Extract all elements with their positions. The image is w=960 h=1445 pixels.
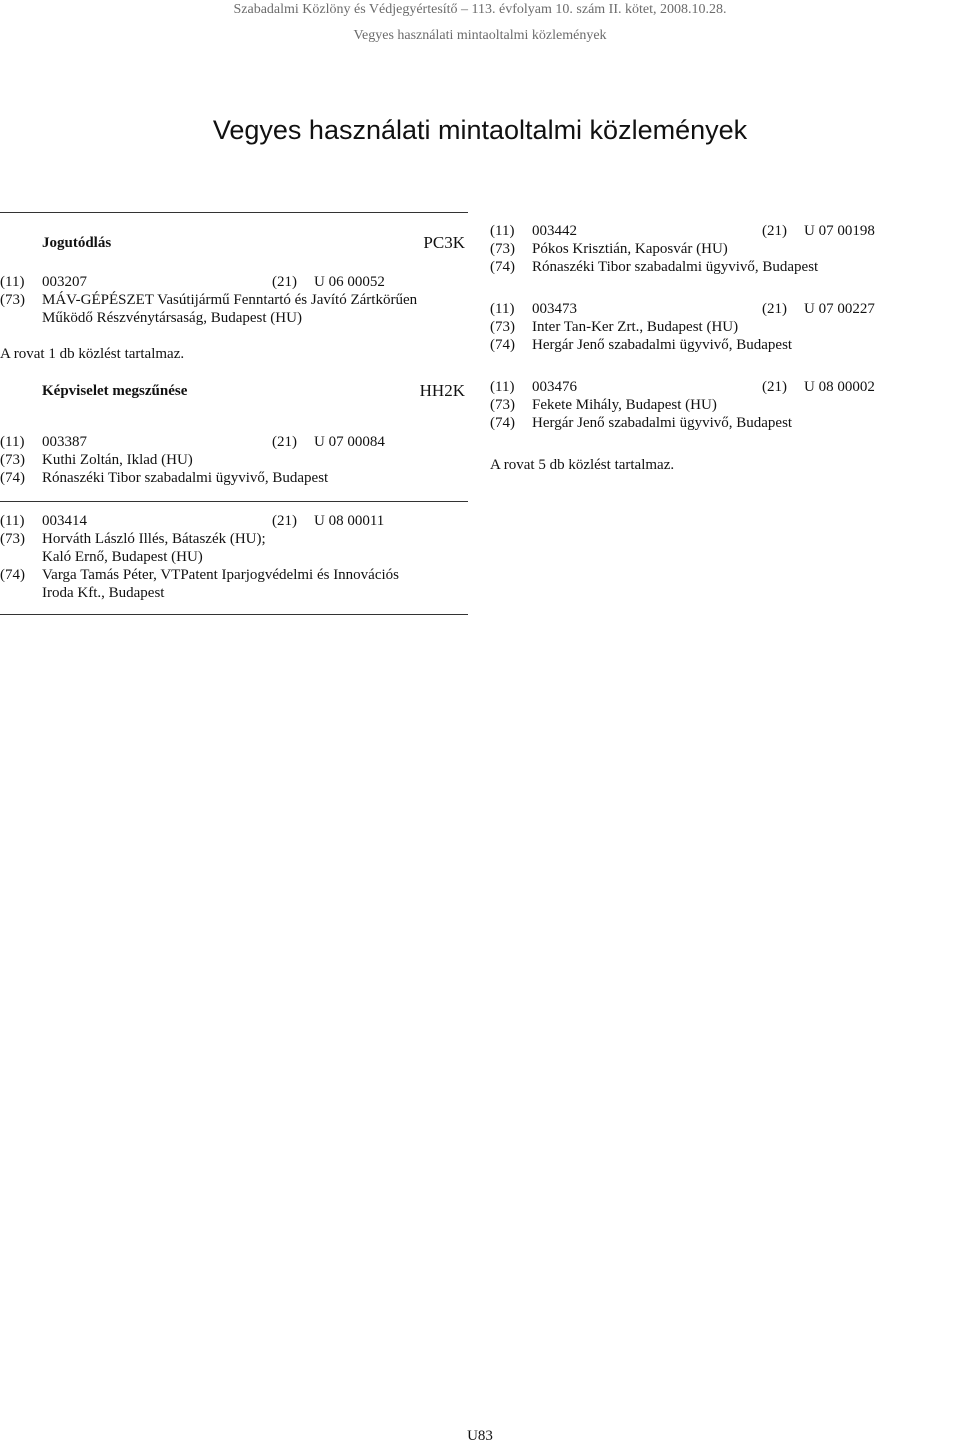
field-tag: (74) xyxy=(490,337,515,353)
registration-number: 003442 xyxy=(532,223,577,239)
section-title: Jogutódlás xyxy=(42,235,112,251)
running-header-section: Vegyes használati mintaoltalmi közlemények xyxy=(353,28,607,43)
field-tag: (73) xyxy=(490,241,515,257)
field-value: Pókos Krisztián, Kaposvár (HU) xyxy=(532,241,728,257)
field-tag: (73) xyxy=(0,531,25,547)
registration-number: 003414 xyxy=(42,513,87,529)
entry-003414 xyxy=(0,502,468,602)
entry-003207 xyxy=(0,273,468,327)
registration-number: 003207 xyxy=(42,274,87,290)
section-code: PC3K xyxy=(423,233,465,252)
entry-003387 xyxy=(0,419,468,487)
field-value: Horváth László Illés, Bátaszék (HU); xyxy=(42,531,266,547)
field-value: Kuthi Zoltán, Iklad (HU) xyxy=(42,452,193,468)
field-tag xyxy=(0,548,42,566)
section-title: Képviselet megszűnése xyxy=(42,383,188,399)
field-value: Működő Részvénytársaság, Budapest (HU) xyxy=(42,310,302,326)
section-note: A rovat 1 db közlést tartalmaz. xyxy=(0,346,185,362)
section-heading-kepviselet xyxy=(0,363,468,419)
section-code: HH2K xyxy=(419,381,465,400)
field-value: Hergár Jenő szabadalmi ügyvivő, Budapest xyxy=(532,415,793,431)
field-tag-21: (21) xyxy=(272,513,297,529)
field-tag: (73) xyxy=(0,292,25,308)
field-tag-21: (21) xyxy=(762,301,787,317)
field-tag-11: (11) xyxy=(490,379,515,395)
field-tag xyxy=(0,309,42,327)
application-number: U 08 00011 xyxy=(314,513,385,529)
field-tag: (73) xyxy=(490,397,515,413)
running-header-publication: Szabadalmi Közlöny és Védjegyértesítő – 113. évfolyam 10. szám II. kötet, 2008.10.28. xyxy=(233,2,727,17)
page-number: U83 xyxy=(467,1428,493,1444)
field-tag xyxy=(0,584,42,602)
application-number: U 06 00052 xyxy=(314,274,385,290)
application-number: U 07 00198 xyxy=(804,223,875,239)
field-tag-21: (21) xyxy=(762,379,787,395)
field-value: Rónaszéki Tibor szabadalmi ügyvivő, Budapest xyxy=(532,259,819,275)
field-tag-11: (11) xyxy=(0,513,25,529)
entry-003442 xyxy=(490,222,958,276)
section-note: A rovat 5 db közlést tartalmaz. xyxy=(490,457,675,473)
field-tag-11: (11) xyxy=(0,274,25,290)
field-tag-21: (21) xyxy=(762,223,787,239)
field-tag-11: (11) xyxy=(490,301,515,317)
left-column xyxy=(0,212,468,615)
registration-number: 003476 xyxy=(532,379,577,395)
page-title: Vegyes használati mintaoltalmi közlemények xyxy=(212,115,748,145)
field-tag-11: (11) xyxy=(490,223,515,239)
field-tag: (74) xyxy=(490,259,515,275)
section-heading-jogutodlas xyxy=(0,213,468,273)
field-tag: (73) xyxy=(0,452,25,468)
field-value: Inter Tan-Ker Zrt., Budapest (HU) xyxy=(532,319,739,335)
field-tag-21: (21) xyxy=(272,274,297,290)
field-tag: (74) xyxy=(490,415,515,431)
registration-number: 003387 xyxy=(42,434,87,450)
field-value: Rónaszéki Tibor szabadalmi ügyvivő, Budapest xyxy=(42,470,329,486)
entry-003473 xyxy=(490,276,958,354)
field-value: MÁV-GÉPÉSZET Vasútijármű Fenntartó és Javító Zártkörűen xyxy=(42,292,418,308)
entry-rule xyxy=(0,614,468,615)
registration-number: 003473 xyxy=(532,301,577,317)
field-tag-21: (21) xyxy=(272,434,297,450)
application-number: U 07 00227 xyxy=(804,301,875,317)
field-tag-11: (11) xyxy=(0,434,25,450)
field-value: Fekete Mihály, Budapest (HU) xyxy=(532,397,717,413)
field-tag: (74) xyxy=(0,567,25,583)
application-number: U 07 00084 xyxy=(314,434,385,450)
field-value: Iroda Kft., Budapest xyxy=(42,585,165,601)
application-number: U 08 00002 xyxy=(804,379,875,395)
field-value: Varga Tamás Péter, VTPatent Iparjogvédelmi és Innovációs xyxy=(42,567,400,583)
field-value: Hergár Jenő szabadalmi ügyvivő, Budapest xyxy=(532,337,793,353)
field-tag: (73) xyxy=(490,319,515,335)
field-tag: (74) xyxy=(0,470,25,486)
right-column xyxy=(490,222,958,474)
entry-003476 xyxy=(490,354,958,432)
field-value: Kaló Ernő, Budapest (HU) xyxy=(42,549,203,565)
